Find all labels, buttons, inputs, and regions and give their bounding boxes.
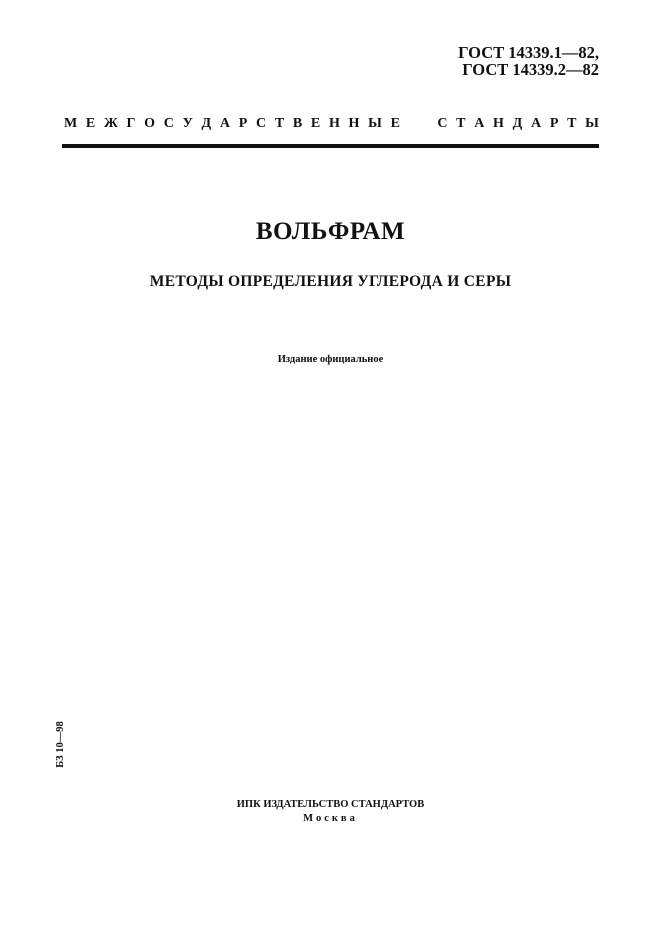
publisher-city: Москва <box>303 813 358 824</box>
document-subtitle: МЕТОДЫ ОПРЕДЕЛЕНИЯ УГЛЕРОДА И СЕРЫ <box>149 273 512 290</box>
gost-code-2: ГОСТ 14339.2—82 <box>462 60 599 79</box>
publisher-block <box>0 798 661 826</box>
gost-codes <box>458 44 599 78</box>
series-title: М Е Ж Г О С У Д А Р С Т В Е Н Н Ы Е С Т А Н Д А Р Т Ы <box>64 116 599 131</box>
side-code <box>53 716 67 772</box>
edition-note: Издание официальное <box>277 354 384 365</box>
gost-code-1: ГОСТ 14339.1—82, <box>458 43 599 62</box>
side-code-text: БЗ 10—98 <box>54 720 66 768</box>
heading-rule <box>62 144 599 148</box>
publisher-name: ИПК ИЗДАТЕЛЬСТВО СТАНДАРТОВ <box>236 799 425 810</box>
document-title: ВОЛЬФРАМ <box>255 218 406 245</box>
